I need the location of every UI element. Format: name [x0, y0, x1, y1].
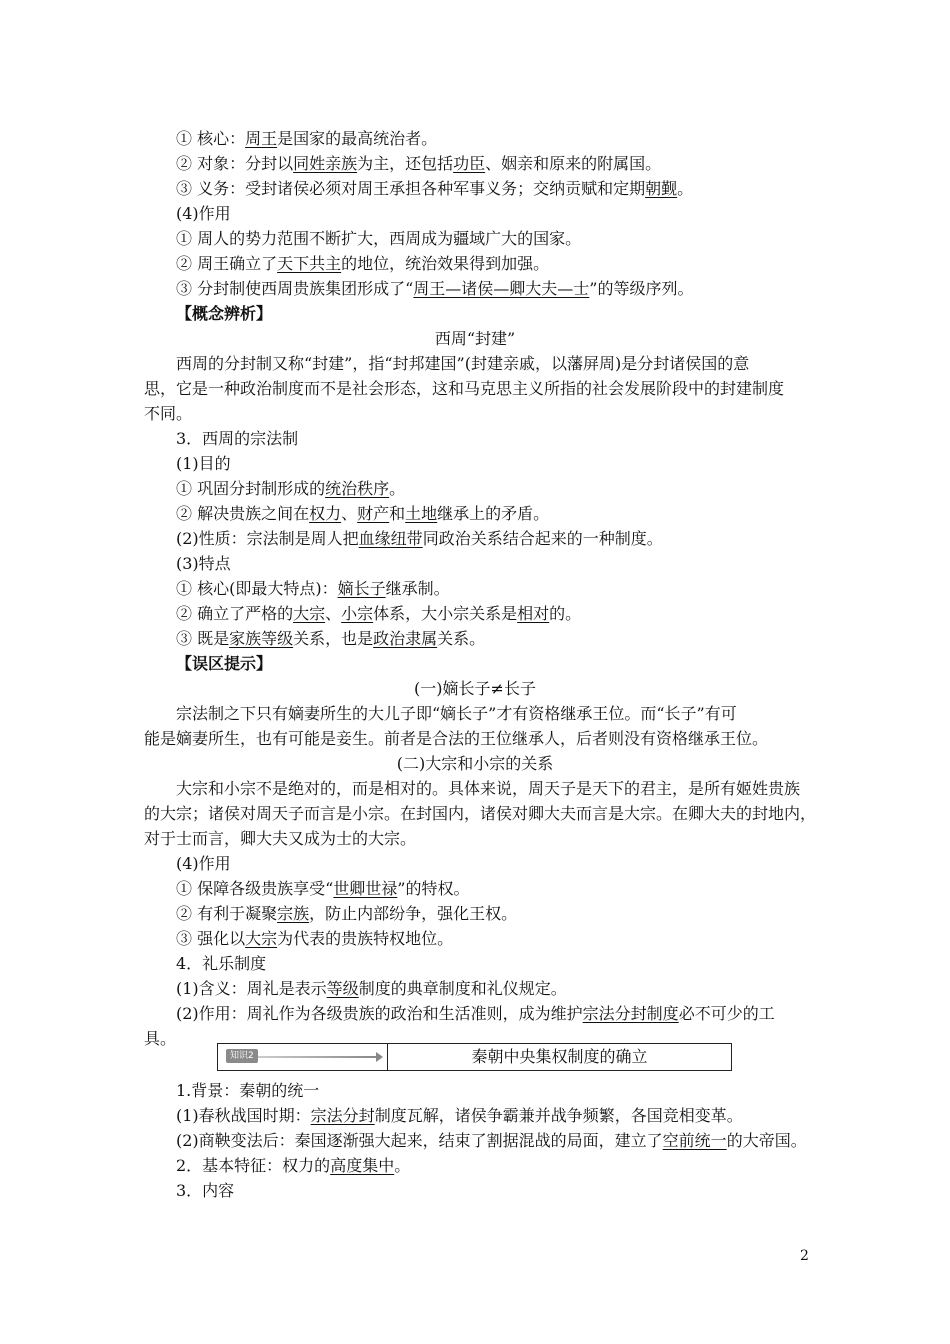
text-line [176, 353, 749, 375]
text-run: 具。 [144, 1029, 177, 1048]
text-run: 。 [394, 1156, 411, 1175]
underlined-keyword: 世卿世禄 [333, 879, 398, 898]
text-run: 【概念辨析】 [176, 304, 273, 323]
text-run: 、 [325, 604, 342, 623]
text-line [176, 153, 661, 175]
text-run: 、姻亲和原来的附属国。 [485, 154, 662, 173]
text-line [176, 953, 266, 975]
section-tag: 知识2 [226, 1049, 258, 1063]
text-line [176, 303, 272, 325]
text-line [176, 128, 437, 150]
underlined-keyword: 土地 [405, 504, 438, 523]
page-number: 2 [800, 1248, 809, 1264]
text-run: ① 核心(即最大特点)： [176, 579, 338, 598]
underlined-keyword: 权力 [309, 504, 342, 523]
arrow-icon [376, 1052, 383, 1062]
text-line [176, 253, 549, 275]
text-line [176, 1080, 319, 1102]
text-line [176, 428, 298, 450]
text-line [176, 1180, 234, 1202]
text-line [144, 753, 806, 775]
text-run: (4)作用 [176, 204, 231, 223]
underlined-keyword: 同姓亲族 [293, 154, 358, 173]
underlined-keyword: 血缘纽带 [358, 529, 423, 548]
text-line [176, 203, 231, 225]
text-line [176, 978, 567, 1000]
text-run: 为主，还包括 [357, 154, 454, 173]
underlined-keyword: 宗族 [277, 904, 310, 923]
text-run: 为代表的贵族特权地位。 [277, 929, 454, 948]
text-run: 能是嫡妻所生，也有可能是妾生。前者是合法的王位继承人，后者则没有资格继承王位。 [144, 729, 769, 748]
text-line [176, 553, 231, 575]
text-run: 西周的分封制又称“封建”，指“封邦建国”(封建亲戚，以藩屏周)是分封诸侯国的意 [176, 354, 750, 373]
text-line [176, 928, 453, 950]
text-line [176, 603, 581, 625]
section-title: 秦朝中央集权制度的确立 [471, 1047, 648, 1066]
text-run: 3．内容 [176, 1181, 235, 1200]
text-run: (1)春秋战国时期： [176, 1106, 311, 1125]
text-line [176, 528, 663, 550]
text-run: 思，它是一种政治制度而不是社会形态，这和马克思主义所指的社会发展阶段中的封建制度 [144, 379, 785, 398]
underlined-keyword: 宗法分封 [310, 1106, 375, 1125]
text-run: 2．基本特征：权力的 [176, 1156, 331, 1175]
text-line [176, 1130, 807, 1152]
text-run: 不同。 [144, 404, 193, 423]
underlined-keyword: 小宗 [341, 604, 374, 623]
text-run: (1)含义：周礼是表示 [176, 979, 327, 998]
underlined-keyword: 等级 [326, 979, 359, 998]
text-line [176, 453, 231, 475]
text-run: 必不可少的工 [678, 1004, 775, 1023]
text-run: ① 巩固分封制形成的 [176, 479, 326, 498]
underlined-keyword: 朝觐 [645, 179, 678, 198]
text-run: 关系。 [437, 629, 486, 648]
text-line [176, 228, 581, 250]
text-run: ② 有利于凝聚 [176, 904, 278, 923]
text-run: 、 [341, 504, 358, 523]
underlined-keyword: 财产 [357, 504, 390, 523]
text-run: (3)特点 [176, 554, 231, 573]
text-run: 和 [389, 504, 406, 523]
text-line [144, 1028, 176, 1050]
text-line [176, 1105, 743, 1127]
arrow-line [258, 1056, 378, 1058]
text-line [176, 878, 469, 900]
text-run: (一)嫡长子≠长子 [414, 679, 536, 698]
text-run: 。 [389, 479, 406, 498]
text-run: ③ 强化以 [176, 929, 246, 948]
text-line [144, 403, 192, 425]
text-run: (2)商鞅变法后：秦国逐渐强大起来，结束了割据混战的局面，建立了 [176, 1131, 663, 1150]
text-run: ”的特权。 [397, 879, 470, 898]
text-run: 继承制。 [385, 579, 450, 598]
text-line [176, 853, 231, 875]
text-run: (4)作用 [176, 854, 231, 873]
text-run: 制度瓦解，诸侯争霸兼并战争频繁，各国竞相变革。 [374, 1106, 743, 1125]
text-run: ”的等级序列。 [589, 279, 694, 298]
underlined-keyword: 政治隶属 [373, 629, 438, 648]
text-run: 的地位，统治效果得到加强。 [341, 254, 550, 273]
underlined-keyword: 空前统一 [662, 1131, 727, 1150]
text-run: ③ 既是 [176, 629, 230, 648]
text-run: ，防止内部纷争，强化王权。 [309, 904, 518, 923]
text-run: 是国家的最高统治者。 [277, 129, 438, 148]
text-run: (二)大宗和小宗的关系 [396, 754, 554, 773]
text-line [144, 678, 806, 700]
text-run: 。 [677, 179, 694, 198]
text-run: 制度的典章制度和礼仪规定。 [358, 979, 567, 998]
text-run: ③ 义务：受封诸侯必须对周王承担各种军事义务；交纳贡赋和定期 [176, 179, 646, 198]
text-line [176, 1003, 775, 1025]
text-line [176, 178, 693, 200]
text-line [176, 703, 737, 725]
underlined-keyword: 大宗 [245, 929, 278, 948]
text-line [144, 828, 416, 850]
text-line [144, 378, 784, 400]
text-line [176, 578, 450, 600]
text-run: 【误区提示】 [176, 654, 273, 673]
text-line [176, 628, 485, 650]
text-run: 体系，大小宗关系是 [373, 604, 518, 623]
text-line [176, 653, 272, 675]
text-line [176, 778, 800, 800]
text-run: 3．西周的宗法制 [176, 429, 299, 448]
text-run: ① 周人的势力范围不断扩大，西周成为疆域广大的国家。 [176, 229, 582, 248]
underlined-keyword: 周王—诸侯—卿大夫—士 [413, 279, 590, 298]
text-run: (1)目的 [176, 454, 231, 473]
text-line [144, 328, 806, 350]
text-run: 对于士而言，卿大夫又成为士的大宗。 [144, 829, 417, 848]
underlined-keyword: 宗法分封制度 [582, 1004, 679, 1023]
text-run: (2)性质：宗法制是周人把 [176, 529, 359, 548]
text-run: 继承上的矛盾。 [437, 504, 550, 523]
text-line [144, 803, 816, 825]
text-run: 的大帝国。 [726, 1131, 807, 1150]
text-run: 同政治关系结合起来的一种制度。 [422, 529, 663, 548]
text-run: ① 核心： [176, 129, 246, 148]
text-run: 关系，也是 [293, 629, 374, 648]
text-run: (2)作用：周礼作为各级贵族的政治和生活准则，成为维护 [176, 1004, 583, 1023]
underlined-keyword: 家族等级 [229, 629, 294, 648]
underlined-keyword: 大宗 [293, 604, 326, 623]
underlined-keyword: 周王 [245, 129, 278, 148]
text-run: ② 解决贵族之间在 [176, 504, 310, 523]
text-run: 大宗和小宗不是绝对的，而是相对的。具体来说，周天子是天下的君主，是所有姬姓贵族 [176, 779, 801, 798]
section-tag-cell [218, 1044, 388, 1070]
text-run: 1.背景：秦朝的统一 [176, 1081, 320, 1100]
text-line [176, 903, 517, 925]
underlined-keyword: 统治秩序 [325, 479, 390, 498]
text-run: 的大宗；诸侯对周天子而言是小宗。在封国内，诸侯对卿大夫而言是大宗。在卿大夫的封地内， [144, 804, 817, 823]
text-run: ③ 分封制使西周贵族集团形成了“ [176, 279, 414, 298]
text-run: 西周“封建” [434, 329, 516, 348]
text-run: ② 对象：分封以 [176, 154, 294, 173]
underlined-keyword: 嫡长子 [337, 579, 386, 598]
text-line [176, 1155, 410, 1177]
text-line [144, 728, 768, 750]
text-run: ② 确立了严格的 [176, 604, 294, 623]
text-run: ② 周王确立了 [176, 254, 278, 273]
section-header-box [217, 1043, 732, 1071]
underlined-keyword: 高度集中 [330, 1156, 395, 1175]
text-line [176, 278, 693, 300]
text-run: 宗法制之下只有嫡妻所生的大儿子即“嫡长子”才有资格继承王位。而“长子”有可 [176, 704, 737, 723]
text-run: 4．礼乐制度 [176, 954, 267, 973]
text-run: ① 保障各级贵族享受“ [176, 879, 334, 898]
underlined-keyword: 相对 [517, 604, 550, 623]
underlined-keyword: 天下共主 [277, 254, 342, 273]
text-line [176, 503, 549, 525]
text-line [176, 478, 405, 500]
underlined-keyword: 功臣 [453, 154, 486, 173]
text-run: 的。 [549, 604, 582, 623]
